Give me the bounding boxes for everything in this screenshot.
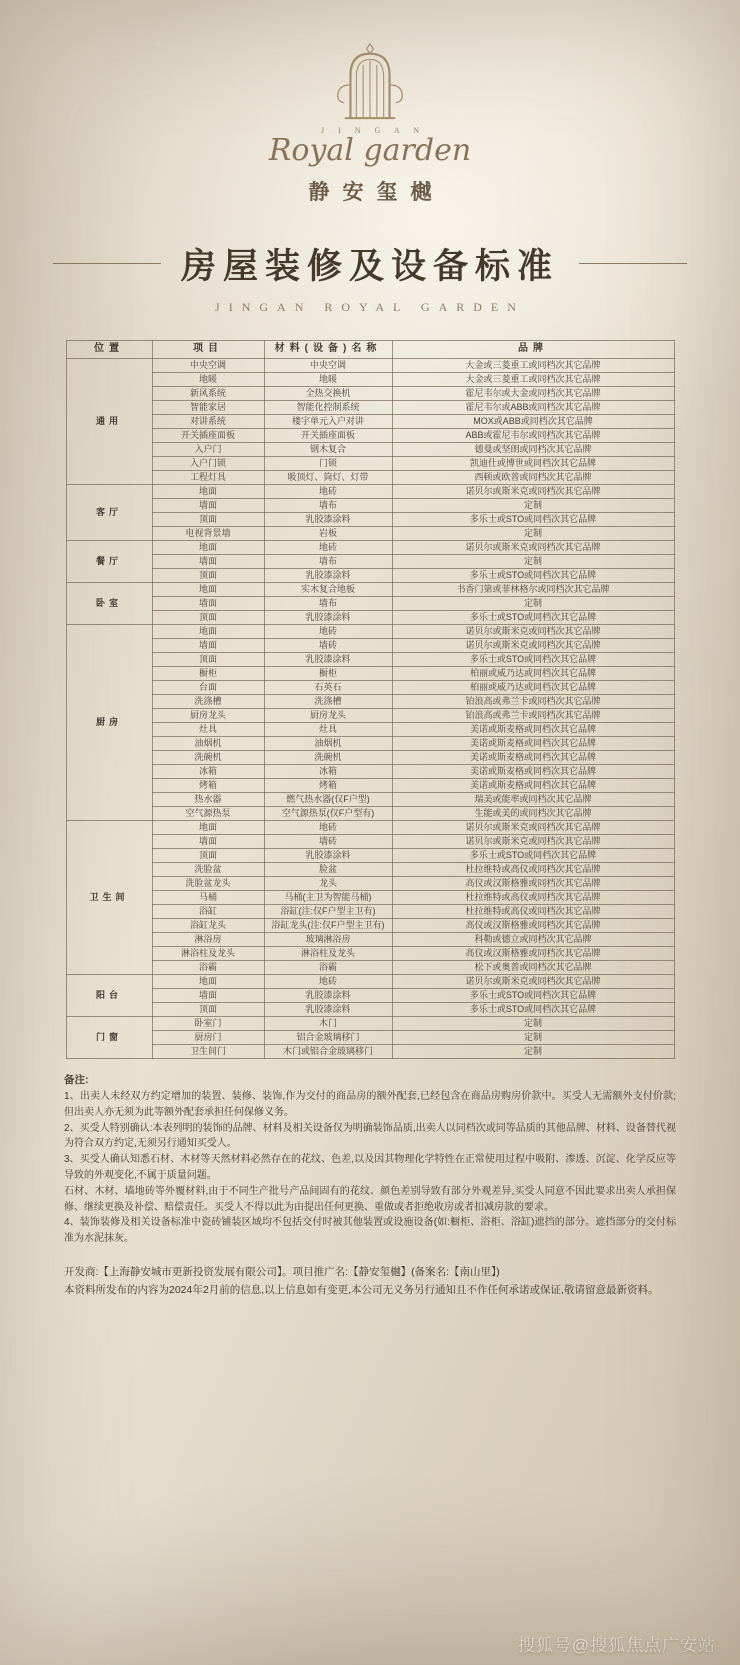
material-cell: 地砖: [264, 484, 392, 498]
table-row: [66, 736, 674, 750]
notes-title: 备注:: [64, 1073, 89, 1086]
brand-cell: 多乐士或STO或同档次其它品牌: [392, 610, 674, 624]
item-cell: 中央空调: [152, 358, 264, 372]
table-row: [66, 638, 674, 652]
table-row: [66, 666, 674, 680]
table-row: [66, 554, 674, 568]
brand-cell: 定制: [392, 554, 674, 568]
material-cell: 烤箱: [264, 778, 392, 792]
table-row: [66, 568, 674, 582]
royal-garden-arch-icon: [322, 40, 418, 122]
spec-table: [66, 340, 675, 1059]
material-cell: 墙布: [264, 596, 392, 610]
item-cell: 空气源热泵: [152, 806, 264, 820]
brand-cell: 多乐士或STO或同档次其它品牌: [392, 848, 674, 862]
material-cell: 马桶(主卫为智能马桶): [264, 890, 392, 904]
table-header-row: [66, 340, 674, 358]
material-cell: 智能化控制系统: [264, 400, 392, 414]
material-cell: 木门或铝合金玻璃移门: [264, 1044, 392, 1058]
location-cell: 餐厅: [66, 540, 152, 582]
logo-cn-name: 静安玺樾: [308, 179, 445, 204]
table-row: [66, 498, 674, 512]
item-cell: 洗脸盆龙头: [152, 876, 264, 890]
item-cell: 洗脸盆: [152, 862, 264, 876]
location-cell: 门窗: [66, 1016, 152, 1058]
material-cell: 空气源热泵(仅F户型有): [264, 806, 392, 820]
table-row: [66, 512, 674, 526]
material-cell: 全热交换机: [264, 386, 392, 400]
note-item: 4、装饰装修及相关设备标准中瓷砖铺装区域均不包括交付时被其他装置或设施设备(如:橱柜、浴柜、浴缸)遮挡的部分。遮挡部分的交付标准为水泥抹灰。: [64, 1217, 676, 1245]
brand-cell: 定制: [392, 1030, 674, 1044]
brand-cell: 美诺或斯麦格或同档次其它品牌: [392, 736, 674, 750]
brand-cell: 多乐士或STO或同档次其它品牌: [392, 568, 674, 582]
table-row: [66, 1002, 674, 1016]
item-cell: 地面: [152, 540, 264, 554]
material-cell: 灶具: [264, 722, 392, 736]
table-row: [66, 442, 674, 456]
material-cell: 浴霸: [264, 960, 392, 974]
note-item: 3、买受人确认知悉石材、木材等天然材料必然存在的花纹、色差,以及因其物理化学特性在正常使用过程中吸附、渗透、沉淀、化学反应等导致的外观变化,不属于质量问题。: [64, 1154, 676, 1182]
item-cell: 烤箱: [152, 778, 264, 792]
table-row: [66, 470, 674, 484]
location-cell: 客厅: [66, 484, 152, 540]
brand-cell: 诺贝尔或斯米克或同档次其它品牌: [392, 820, 674, 834]
material-cell: 钢木复合: [264, 442, 392, 456]
brand-cell: 生能或美的或同档次其它品牌: [392, 806, 674, 820]
notes-list: [64, 1089, 676, 1247]
item-cell: 地面: [152, 484, 264, 498]
material-cell: 墙砖: [264, 638, 392, 652]
brand-cell: 德曼或坚朗或同档次其它品牌: [392, 442, 674, 456]
footer-section: [64, 1263, 676, 1300]
table-row: [66, 904, 674, 918]
item-cell: 冰箱: [152, 764, 264, 778]
table-row: [66, 834, 674, 848]
material-cell: 油烟机: [264, 736, 392, 750]
brand-cell: 美诺或斯麦格或同档次其它品牌: [392, 750, 674, 764]
material-cell: 铝合金玻璃移门: [264, 1030, 392, 1044]
brand-cell: 美诺或斯麦格或同档次其它品牌: [392, 764, 674, 778]
table-row: [66, 428, 674, 442]
brand-cell: 诺贝尔或斯米克或同档次其它品牌: [392, 974, 674, 988]
material-cell: 墙布: [264, 498, 392, 512]
table-row: [66, 806, 674, 820]
brand-cell: 美诺或斯麦格或同档次其它品牌: [392, 722, 674, 736]
brand-cell: 松下或奥普或同档次其它品牌: [392, 960, 674, 974]
material-cell: 燃气热水器(仅F户型): [264, 792, 392, 806]
brand-cell: 杜拉维特或高仪或同档次其它品牌: [392, 904, 674, 918]
item-cell: 电视背景墙: [152, 526, 264, 540]
table-row: [66, 414, 674, 428]
material-cell: 吸顶灯、筒灯、灯带: [264, 470, 392, 484]
table-row: [66, 484, 674, 498]
material-cell: 地砖: [264, 974, 392, 988]
brand-cell: 高仪或汉斯格雅或同档次其它品牌: [392, 946, 674, 960]
watermark: 搜狐号@搜狐焦点广安站: [517, 1636, 716, 1655]
material-cell: 墙砖: [264, 834, 392, 848]
column-header: 项目: [152, 340, 264, 358]
item-cell: 墙面: [152, 498, 264, 512]
item-cell: 橱柜: [152, 666, 264, 680]
location-cell: 通用: [66, 358, 152, 484]
item-cell: 台面: [152, 680, 264, 694]
item-cell: 对讲系统: [152, 414, 264, 428]
material-cell: 橱柜: [264, 666, 392, 680]
notes-section: [64, 1072, 676, 1248]
material-cell: 脸盆: [264, 862, 392, 876]
table-row: [66, 526, 674, 540]
item-cell: 墙面: [152, 834, 264, 848]
location-cell: 阳台: [66, 974, 152, 1016]
item-cell: 顶面: [152, 568, 264, 582]
material-cell: 浴缸(注:仅F户型主卫有): [264, 904, 392, 918]
table-row: [66, 1016, 674, 1030]
item-cell: 浴缸: [152, 904, 264, 918]
column-header: 位置: [66, 340, 152, 358]
material-cell: 岩板: [264, 526, 392, 540]
brand-cell: 大金或三菱重工或同档次其它品牌: [392, 358, 674, 372]
title-line-left: [53, 263, 161, 264]
table-row: [66, 694, 674, 708]
brand-cell: 诺贝尔或斯米克或同档次其它品牌: [392, 484, 674, 498]
brand-cell: 柏丽或威乃达或同档次其它品牌: [392, 666, 674, 680]
item-cell: 新风系统: [152, 386, 264, 400]
item-cell: 洗碗机: [152, 750, 264, 764]
brand-cell: 杜拉维特或高仪或同档次其它品牌: [392, 890, 674, 904]
table-row: [66, 610, 674, 624]
brand-cell: 定制: [392, 596, 674, 610]
item-cell: 地面: [152, 582, 264, 596]
note-item: 2、买受人特别确认:本表列明的装饰的品牌、材料及相关设备仅为明确装饰品质,出卖人以同档次或同等品质的其他品牌、材料、设备替代视为符合双方约定,无须另行通知买受人。: [64, 1122, 676, 1150]
material-cell: 洗碗机: [264, 750, 392, 764]
material-cell: 冰箱: [264, 764, 392, 778]
item-cell: 顶面: [152, 848, 264, 862]
item-cell: 工程灯具: [152, 470, 264, 484]
table-row: [66, 540, 674, 554]
item-cell: 墙面: [152, 596, 264, 610]
brand-cell: 科勒或德立或同档次其它品牌: [392, 932, 674, 946]
item-cell: 地面: [152, 624, 264, 638]
material-cell: 洗涤槽: [264, 694, 392, 708]
material-cell: 楼宇单元入户对讲: [264, 414, 392, 428]
item-cell: 淋浴房: [152, 932, 264, 946]
table-row: [66, 680, 674, 694]
brand-cell: 书香门第或菲林格尔或同档次其它品牌: [392, 582, 674, 596]
material-cell: 浴缸龙头(注:仅F户型主卫有): [264, 918, 392, 932]
brand-cell: 定制: [392, 1044, 674, 1058]
material-cell: 门锁: [264, 456, 392, 470]
brand-cell: 诺贝尔或斯米克或同档次其它品牌: [392, 638, 674, 652]
table-row: [66, 792, 674, 806]
table-row: [66, 1044, 674, 1058]
table-row: [66, 400, 674, 414]
brand-cell: 杜拉维特或高仪或同档次其它品牌: [392, 862, 674, 876]
location-cell: 卧室: [66, 582, 152, 624]
material-cell: 乳胶漆涂料: [264, 988, 392, 1002]
material-cell: 玻璃淋浴房: [264, 932, 392, 946]
table-row: [66, 358, 674, 372]
brand-cell: 诺贝尔或斯米克或同档次其它品牌: [392, 624, 674, 638]
material-cell: 墙布: [264, 554, 392, 568]
material-cell: 木门: [264, 1016, 392, 1030]
table-row: [66, 582, 674, 596]
brand-cell: 瑞美或能率或同档次其它品牌: [392, 792, 674, 806]
brand-cell: 诺贝尔或斯米克或同档次其它品牌: [392, 834, 674, 848]
brand-cell: 多乐士或STO或同档次其它品牌: [392, 652, 674, 666]
item-cell: 顶面: [152, 1002, 264, 1016]
brand-cell: 柏丽或威乃达或同档次其它品牌: [392, 680, 674, 694]
table-row: [66, 750, 674, 764]
item-cell: 顶面: [152, 512, 264, 526]
material-cell: 实木复合地板: [264, 582, 392, 596]
brand-cell: ABB或霍尼韦尔或同档次其它品牌: [392, 428, 674, 442]
item-cell: 马桶: [152, 890, 264, 904]
item-cell: 入户门: [152, 442, 264, 456]
table-row: [66, 652, 674, 666]
table-row: [66, 946, 674, 960]
page-subtitle: JINGAN ROYAL GARDEN: [215, 299, 525, 314]
brand-cell: 霍尼韦尔或大金或同档次其它品牌: [392, 386, 674, 400]
table-row: [66, 876, 674, 890]
note-item: 1、出卖人未经双方约定增加的装置、装修、装饰,作为交付的商品房的额外配套,已经包含在商品房购房价款中。买受人无需额外支付价款;但出卖人亦无须为此等额外配套承担任何保修义务。: [64, 1091, 676, 1118]
item-cell: 顶面: [152, 610, 264, 624]
item-cell: 浴霸: [152, 960, 264, 974]
developer-line: 开发商:【上海静安城市更新投资发展有限公司】。项目推广名:【静安玺樾】(备案名:【南山里】): [64, 1266, 500, 1279]
table-row: [66, 862, 674, 876]
item-cell: 顶面: [152, 652, 264, 666]
table-row: [66, 708, 674, 722]
table-row: [66, 372, 674, 386]
logo-jingan-text: J I N G A N: [320, 126, 425, 135]
brand-cell: 定制: [392, 1016, 674, 1030]
table-row: [66, 848, 674, 862]
column-header: 品牌: [392, 340, 674, 358]
location-cell: 卫生间: [66, 820, 152, 974]
material-cell: 地砖: [264, 624, 392, 638]
material-cell: 乳胶漆涂料: [264, 512, 392, 526]
material-cell: 地砖: [264, 820, 392, 834]
material-cell: 地暖: [264, 372, 392, 386]
brand-cell: 铂浪高或弗兰卡或同档次其它品牌: [392, 694, 674, 708]
table-row: [66, 820, 674, 834]
table-row: [66, 960, 674, 974]
brand-cell: MOX或ABB或同档次其它品牌: [392, 414, 674, 428]
material-cell: 龙头: [264, 876, 392, 890]
item-cell: 地暖: [152, 372, 264, 386]
material-cell: 中央空调: [264, 358, 392, 372]
item-cell: 入户门锁: [152, 456, 264, 470]
table-row: [66, 974, 674, 988]
item-cell: 厨房龙头: [152, 708, 264, 722]
page-title: 房屋装修及设备标准: [180, 246, 559, 286]
table-row: [66, 890, 674, 904]
material-cell: 乳胶漆涂料: [264, 652, 392, 666]
brand-cell: 多乐士或STO或同档次其它品牌: [392, 1002, 674, 1016]
table-row: [66, 596, 674, 610]
brand-cell: 多乐士或STO或同档次其它品牌: [392, 988, 674, 1002]
brand-cell: 铂浪高或弗兰卡或同档次其它品牌: [392, 708, 674, 722]
item-cell: 淋浴柱及龙头: [152, 946, 264, 960]
item-cell: 热水器: [152, 792, 264, 806]
item-cell: 灶具: [152, 722, 264, 736]
item-cell: 卧室门: [152, 1016, 264, 1030]
table-row: [66, 624, 674, 638]
item-cell: 地面: [152, 974, 264, 988]
title-line-right: [579, 263, 687, 264]
location-cell: 厨房: [66, 624, 152, 820]
material-cell: 厨房龙头: [264, 708, 392, 722]
item-cell: 洗涤槽: [152, 694, 264, 708]
item-cell: 墙面: [152, 988, 264, 1002]
material-cell: 开关插座面板: [264, 428, 392, 442]
material-cell: 乳胶漆涂料: [264, 610, 392, 624]
table-row: [66, 932, 674, 946]
item-cell: 卫生间门: [152, 1044, 264, 1058]
item-cell: 墙面: [152, 638, 264, 652]
brand-cell: 高仪或汉斯格雅或同档次其它品牌: [392, 918, 674, 932]
table-row: [66, 918, 674, 932]
table-row: [66, 778, 674, 792]
item-cell: 墙面: [152, 554, 264, 568]
table-row: [66, 386, 674, 400]
material-cell: 乳胶漆涂料: [264, 1002, 392, 1016]
brand-cell: 定制: [392, 526, 674, 540]
brand-cell: 定制: [392, 498, 674, 512]
brand-cell: 诺贝尔或斯米克或同档次其它品牌: [392, 540, 674, 554]
table-row: [66, 764, 674, 778]
material-cell: 地砖: [264, 540, 392, 554]
note-item: 石材、木材、墙地砖等外覆材料,由于不同生产批号产品间固有的花纹、颜色差别导致有部分外观差异,买受人同意不因此要求出卖人承担保修、继续更换及补偿、赔偿责任。买受人不得以此为由提出任何更换、重做或者拒绝收房或者扣减房款的要求。: [64, 1185, 676, 1213]
table-row: [66, 1030, 674, 1044]
column-header: 材料(设备)名称: [264, 340, 392, 358]
table-row: [66, 722, 674, 736]
item-cell: 浴缸龙头: [152, 918, 264, 932]
item-cell: 厨房门: [152, 1030, 264, 1044]
brand-cell: 高仪或汉斯格雅或同档次其它品牌: [392, 876, 674, 890]
table-row: [66, 456, 674, 470]
material-cell: 乳胶漆涂料: [264, 568, 392, 582]
item-cell: 油烟机: [152, 736, 264, 750]
material-cell: 乳胶漆涂料: [264, 848, 392, 862]
logo-script-name: Royal garden: [268, 133, 472, 168]
brand-logo: [0, 0, 740, 206]
material-cell: 石英石: [264, 680, 392, 694]
item-cell: 智能家居: [152, 400, 264, 414]
spec-table-body: [66, 358, 674, 1058]
brand-cell: 西顿或欧普或同档次其它品牌: [392, 470, 674, 484]
brand-cell: 霍尼韦尔或ABB或同档次其它品牌: [392, 400, 674, 414]
disclaimer-line: 本资料所发布的内容为2024年2月前的信息,以上信息如有变更,本公司无义务另行通知且不作任何承诺或保证,敬请留意最新资料。: [64, 1284, 659, 1297]
brand-cell: 凯迪仕或博世或同档次其它品牌: [392, 456, 674, 470]
table-row: [66, 988, 674, 1002]
brand-cell: 美诺或斯麦格或同档次其它品牌: [392, 778, 674, 792]
material-cell: 淋浴柱及龙头: [264, 946, 392, 960]
page-title-row: [0, 239, 740, 289]
brand-cell: 多乐士或STO或同档次其它品牌: [392, 512, 674, 526]
brand-cell: 大金或三菱重工或同档次其它品牌: [392, 372, 674, 386]
item-cell: 开关插座面板: [152, 428, 264, 442]
item-cell: 地面: [152, 820, 264, 834]
